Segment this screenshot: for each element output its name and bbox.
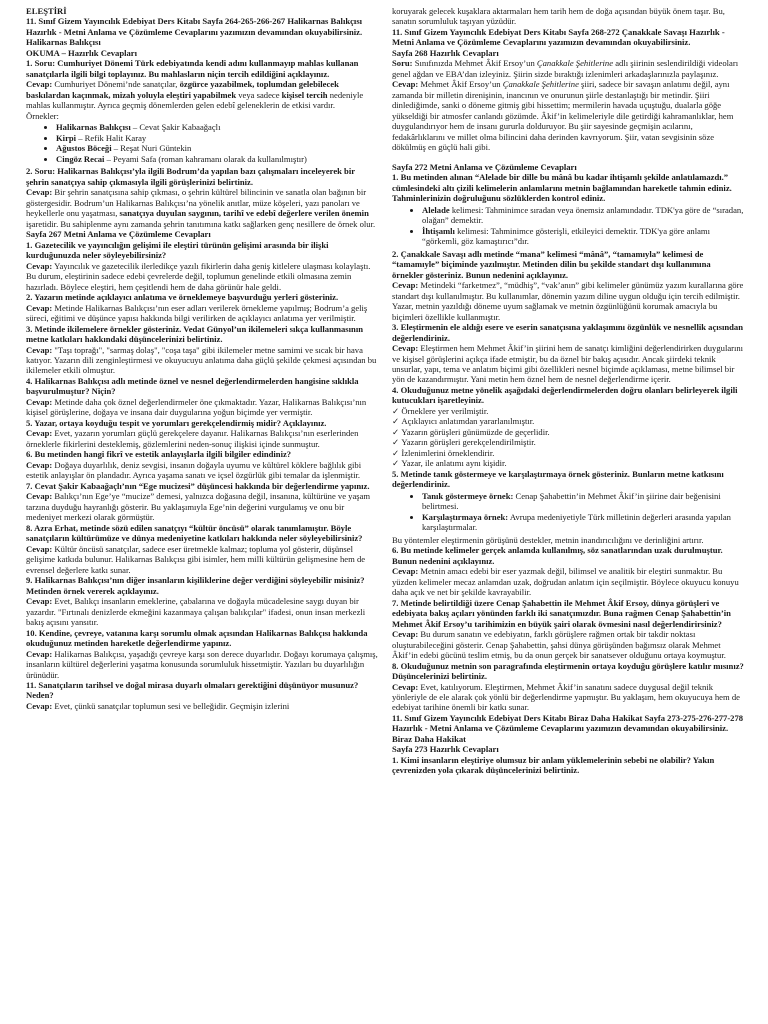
answer-text: Metinde daha çok öznel değerlendirmeler öne çıkmaktadır. Yazar, Halikarnas Balıkçısı’nın kişisel görüşlerine, doğaya ve insana dair duygularına yoğun biçimde yer vermiştir. — [26, 396, 367, 418]
answer-text: Evet, çünkü sanatçılar toplumun sesi ve belleğidir. Geçmişin izlerini — [52, 700, 290, 711]
qa-item — [26, 481, 378, 523]
answer-text: Metinde Halikarnas Balıkçısı’nın eser adları verilerek örnekleme yapılmış; Bodrum’a geliş süreci, eğitimi ve düşünce yapısı hakkında bilgi verilirken de açıklayıcı anlatıma yer verilmiştir. — [26, 302, 368, 324]
list-item-bold: Halikarnas Balıkçısı — [56, 122, 131, 133]
answer-text: Balıkçı’nın Ege’ye “mucize” demesi, yalnızca doğasına değil, insanına, kültürüne ve yaşam tarzına duyduğu hayranlığı gösterir. Bu yaklaşımıyla Ege’nin değerini vurgulamış ve onu bir medeniyet merkezi olarak görmüştür. — [26, 491, 371, 523]
list-item-text: – Reşat Nuri Güntekin — [111, 143, 192, 154]
answer — [26, 397, 378, 418]
qa-item — [26, 240, 378, 292]
question: 1. Soru: Cumhuriyet Dönemi Türk edebiyatında kendi adını kullanmayıp mahlas kullanan sanatçılarla ilgili bilgi toplayınız. Bu mahlasların niçin tercih edildiğini açıklayınız. — [26, 58, 359, 79]
answer-label: Cevap: — [26, 260, 53, 271]
mahlas-list — [26, 122, 378, 164]
qa-item — [26, 628, 378, 680]
list-item-bold: İhtişamlı — [422, 225, 455, 236]
answer-text: Cumhuriyet Dönemi’nde sanatçılar, — [52, 79, 180, 90]
list-item-text: – Cevat Şakir Kabaağaçlı — [130, 122, 221, 133]
answer-text: veya sadece — [236, 89, 282, 100]
answer-label: Cevap: — [26, 187, 53, 198]
question: 1. Bu metinden alınan “Alelade bir dille bu mânâ bu kadar ihtişamlı şekilde anlatılamazdı.” cümlesindeki altı çizili kelimelerin anlamlarını metnin bağlamından hareketle tahmin ediniz. Tahminlerinizin doğruluğunu sözlüklerden kontrol ediniz. — [392, 172, 732, 204]
subheading: Biraz Daha Hakikat — [392, 733, 467, 744]
list-item-text: – Peyami Safa (roman kahramanı olarak da kullanılmıştır) — [104, 153, 307, 164]
checklist-item: ✓ Yazarın görüşleri gerekçelendirilmiştir. — [392, 437, 744, 447]
question: 1. Kimi insanların eleştiriye olumsuz bir anlam yüklemelerinin sebebi ne olabilir? Yakın çevrenizden yola çıkarak düşüncelerinizi belirtiniz. — [392, 754, 715, 776]
answer — [26, 79, 378, 110]
subheading: Sayfa 267 Metni Anlama ve Çözümleme Cevapları — [26, 229, 211, 240]
right-column — [392, 6, 744, 1024]
question: 8. Okuduğunuz metnin son paragrafında eleştirmenin ortaya koyduğu görüşlere katılır mısınız? Düşüncelerinizi belirtiniz. — [392, 660, 744, 682]
answer-label: Cevap: — [26, 79, 53, 90]
left-column — [26, 6, 378, 1024]
list-item — [422, 512, 744, 533]
question: 4. Okuduğunuz metne yönelik aşağıdaki değerlendirmelerden doğru olanları belirleyerek ilgili kutucukları işaretleyiniz. — [392, 384, 738, 406]
qa-list — [26, 240, 378, 712]
answer-label: Cevap: — [392, 79, 419, 90]
subheading: Sayfa 272 Metni Anlama ve Çözümleme Cevapları — [392, 161, 577, 172]
answer — [26, 649, 378, 680]
question — [392, 58, 744, 79]
list-item-bold: Cingöz Recai — [56, 153, 105, 164]
list-item — [422, 491, 744, 512]
question-italic: Çanakkale Şehitlerine — [536, 58, 614, 69]
list-item-bold: Alelade — [422, 204, 450, 215]
answer-text: Metnin amacı edebi bir eser yazmak değil, bilimsel ve analitik bir eleştiri sunmaktır. Bu yüzden kelimeler mecaz anlamdan uzak, doğrudan anlatım için seçilmiştir. Böylece okuyucu konuyu daha açık ve net bir şekilde kavrayabilir. — [392, 566, 739, 598]
checklist-item: ✓ Açıklayıcı anlatımdan yararlanılmıştır. — [392, 416, 744, 426]
question: 1. Gazetecilik ve yayıncılığın gelişimi ile eleştiri türünün gelişimi arasında bir ilişki kurduğunuzda neler söyleyebilirsiniz? — [26, 239, 329, 261]
answer-label: Cevap: — [392, 280, 419, 291]
qa-item — [26, 376, 378, 418]
answer-bold: sanatçıya duyulan saygının, tarihî ve edebî değerlere verilen önemin — [119, 208, 369, 219]
list-item — [56, 143, 378, 153]
answer-text: Halikarnas Balıkçısı, yaşadığı çevreye karşı son derece duyarlıdır. Doğayı korumaya çalışmış, insanların kültürel değerlerini yaşatma konusunda sorumluluk hissetmiştir. Yazıları bu duyarlılığın ürünüdür. — [26, 648, 378, 680]
answer-label: Cevap: — [26, 700, 53, 711]
answer-text: Metindeki “farketmez”, “müdhiş”, “vak’anın” gibi kelimeler günümüz yazım kurallarına göre standart dışı kullanılmıştır. Bu kullanımlar, dönemin yazım diline uygun olduğu için tercih edilmiştir. Yazar, metnin yazıldığı döneme uyum sağlamak ve metnin özgünlüğünü korumak amacıyla bu biçimleri özellikle kullanmıştır. — [392, 280, 744, 322]
answer-label: Cevap: — [26, 459, 53, 470]
answer-text: nedeniyle mahlas kullanmıştır. Ayrıca geçmiş dönemlerden gelen edebî geleneklerin de etkisi vardır. — [26, 89, 364, 111]
answer-text: "Taşı toprağı", "sarmaş dolaş", "coşa taşa" gibi ikilemeler metne samimi ve sıcak bir hava katıyor. Yazarın dili zenginleştirmesi ve okuyucuyu anlatıma daha güçlü şekilde çekmesi açısından bu ikilemeler etkili olmuştur. — [26, 344, 377, 376]
answer-italic: Çanakkale Şehitlerine — [502, 79, 579, 90]
question: 3. Eleştirmenin ele aldığı esere ve eserin sanatçısına yaklaşımını özgünlük ve nesnellik açısından değerlendiriniz. — [392, 322, 744, 343]
qa-item — [26, 292, 378, 323]
list-item-text: kelimesi: Tahminimce sıradan veya önemsiz anlamındadır. TDK'ya göre de “sıradan, olağan” demektir. — [422, 204, 744, 226]
answer — [26, 345, 378, 376]
answer — [392, 280, 744, 322]
answer — [392, 79, 744, 152]
answer-label: Cevap: — [26, 596, 53, 607]
checklist-item: ✓ Yazar, ile anlatımı aynı kişidir. — [392, 458, 744, 468]
list-item-bold: Ağustos Böceği — [56, 143, 112, 154]
answer-text: Bu durum sanatın ve edebiyatın, farklı görüşlere rağmen ortak bir takdir noktası oluşturabileceğini gösterir. Cenap Şahabettin, şahsi dünya görüşünden bağımsız olarak Mehmet Âkif’in edebi gücünü teslim etmiş, bu da onun gerçek bir sanatsever olduğunu ortaya koymuştur. — [392, 629, 726, 661]
subheading: Halikarnas Balıkçısı — [26, 37, 101, 48]
question: 9. Halikarnas Balıkçısı’nın diğer insanların kişiliklerine değer verdiğini söyleyebilir misiniz? Metinden örnek vererek açıklayınız. — [26, 575, 365, 596]
answer-bold: özgürce yazabilmek, toplumdan gelebilecek baskılardan kaçınmak, mizah yoluyla eleştiri yapabilmek — [26, 79, 339, 100]
question-text: adlı şiirinin seslendirildiği videoları genel ağdan ve EBA’dan izleyiniz. Şiirin sizde bıraktığı izlenimleri arkadaşlarınızla paylaşınız. — [392, 58, 739, 79]
word-list — [392, 205, 744, 247]
answer-label: Cevap: — [26, 491, 53, 502]
answer — [26, 303, 378, 324]
answer — [26, 701, 378, 711]
qa-item — [26, 575, 378, 627]
question: 2. Soru: Halikarnas Balıkçısı’yla ilgili Bodrum’da yapılan bazı çalışmaları inceleyerek bir şehrin sanatçıya sahip çıkmasıyla ilgili görüşlerinizi belirtiniz. — [26, 166, 355, 187]
article-title: 11. Sınıf Gizem Yayıncılık Edebiyat Ders Kitabı Sayfa 264-265-266-267 Halikarnas Balıkçısı Hazırlık - Metni Anlama ve Çözümleme Cevaplarını yazımızın devamından okuyabilirsiniz. — [26, 16, 363, 37]
answer — [26, 261, 378, 292]
answer-text: Bir şehrin sanatçısına sahip çıkması, o şehrin kültürel bilincinin ve sanatla olan bağının bir göstergesidir. Bodrum’un Halikarnas Balıkçısı’na yönelik anıtlar, müze köşeleri, yazı panoları ve heykellerle onu yaşatması, — [26, 187, 367, 219]
answer-label: Cevap: — [26, 648, 53, 659]
question: 6. Bu metinden hangi fikrî ve estetik anlayışlarla ilgili bilgiler edindiniz? — [26, 449, 292, 460]
list-item — [422, 205, 744, 226]
subheading: Sayfa 273 Hazırlık Cevapları — [392, 744, 499, 755]
question-label: Soru: — [392, 58, 413, 69]
answer-text: şiiri, sadece bir savaşın anlatımı değil, aynı zamanda bir milletin direnişinin, inancının ve onurunun şiirle destanlaştığı bir metindir. Şiiri dinlediğimde, sanki o döneme gitmiş gibi hissettim; mermilerin havada uçuştuğu, dualarla göğe yükseldiği bir atmosfer canlandı gözümde. Âkif’in kelimeleriyle dile getirdiği kahramanlıklar, hem duygulandırıyor hem de insanı gururla dolduruyor. Bu şiir sayesinde geçmişin acılarını, fedakârlıklarını ve millet olma bilincini daha derinden kavrıyorum. Şiir, vatan sevgisinin söze dökülmüş en güçlü hali gibi. — [392, 79, 734, 153]
examples-label: Örnekler: — [26, 110, 59, 121]
list-item-bold: Karşılaştırmaya örnek: — [422, 511, 509, 522]
question: 2. Yazarın metinde açıklayıcı anlatıma ve örneklemeye başvurduğu yerleri gösteriniz. — [26, 292, 339, 303]
subheading: OKUMA – Hazırlık Cevapları — [26, 47, 137, 58]
subheading: Sayfa 268 Hazırlık Cevapları — [392, 47, 499, 58]
checklist-item: ✓ Örneklere yer verilmiştir. — [392, 406, 744, 416]
question: 7. Metinde belirtildiği üzere Cenap Şahabettin ile Mehmet Âkif Ersoy, dünya görüşleri ve edebiyata bakış açıları yönünden farklı iki sanatçımızdır. Buna rağmen Cenap Şahabettin’in Mehmet Âkif Ersoy’u tarihimizin en büyük şairi olarak övmesini nasıl değerlendirirsiniz? — [392, 597, 731, 629]
checklist-item: ✓ İzlenimlerini örneklendirir. — [392, 448, 744, 458]
spacer — [392, 153, 744, 162]
question: 10. Kendine, çevreye, vatanına karşı sorumlu olmak açısından Halikarnas Balıkçısı hakkında okuduğunuz metinden hareketle değerlendirme yapınız. — [26, 627, 368, 649]
paragraph: Bu yöntemler eleştirmenin görüşünü destekler, metnin inandırıcılığını ve derinliğini artırır. — [392, 534, 704, 545]
question: 5. Yazar, ortaya koyduğu tespit ve yorumları gerekçelendirmiş midir? Açıklayınız. — [26, 417, 327, 428]
question: 11. Sanatçıların tarihsel ve doğal mirasa duyarlı olmaları gerektiğini düşünüyor musunuz? Neden? — [26, 680, 359, 701]
article-title: 11. Sınıf Gizem Yayıncılık Edebiyat Ders Kitabı Sayfa 268-272 Çanakkale Savaşı Hazırlık - Metni Anlama ve Çözümleme Cevaplarını yazımızın devamından okuyabilirsiniz. — [392, 26, 725, 48]
list-item-text: kelimesi: Tahminimce gösterişli, etkileyici demektir. TDK'ya göre anlamı “görkemli, göz kamaştırıcı”dır. — [422, 225, 710, 247]
qa-item — [26, 449, 378, 480]
qa-item — [26, 324, 378, 376]
list-item — [422, 226, 744, 247]
question: 8. Azra Erhat, metinde sözü edilen sanatçıyı “kültür öncüsü” olarak tanımlamıştır. Böyle sanatçıların kültürümüze ve dünya medeniyetine katkıları hakkında neler söyleyebilirsiniz? — [26, 522, 363, 544]
answer — [392, 629, 744, 660]
answer-text: Yayıncılık ve gazetecilik ilerledikçe yazılı fikirlerin daha geniş kitlelere ulaşması kolaylaştı. Bu durum, eleştirinin sadece edebi çevrelerde değil, toplumun genelinde etkili olmasına zemin hazırladı. Böylece eleştiri, hem çeşitlendi hem de daha görünür hale geldi. — [26, 260, 371, 292]
answer — [26, 491, 378, 522]
list-item-bold: Kirpi — [56, 132, 77, 143]
list-item-text: Cenap Şahabettin’in Mehmet Âkif’in şiirine dair beğenisini belirtmesi. — [422, 490, 721, 512]
answer-text: Evet, katılıyorum. Eleştirmen, Mehmet Âkif’in sanatını sadece duygusal değil teknik yönleriyle de ele alarak çok yönlü bir değerlendirme yapmıştır. Bu yaklaşım, hem okuyucuya hem de edebiyat tarihine önemli bir katkı sunar. — [392, 681, 740, 713]
question: 7. Cevat Şakir Kabaağaçlı’nın “Ege mucizesi” düşüncesi hakkında bir değerlendirme yapınız. — [26, 480, 370, 491]
answer-text: Kültür öncüsü sanatçılar, sadece eser üretmekle kalmaz; topluma yol gösterir, düşünsel gelişime katkıda bulunur. Halikarnas Balıkçısı gibi isimler, hem milli kültürün gelişmesine hem de evrensel değerlere katkı sunar. — [26, 543, 366, 575]
answer — [392, 682, 744, 713]
example-list — [392, 491, 744, 533]
answer — [26, 428, 378, 449]
list-item — [56, 133, 378, 143]
question: 6. Bu metinde kelimeler gerçek anlamda kullanılmış, söz sanatlarından uzak durulmuştur. Bunun nedenini açıklayınız. — [392, 545, 723, 566]
qa-item — [26, 680, 378, 711]
checklist-item: ✓ Yazarın görüşleri günümüzde de geçerlidir. — [392, 427, 744, 437]
answer — [392, 343, 744, 385]
answer-bold: kişisel tercih — [281, 89, 328, 100]
question-text: Sınıfınızda Mehmet Âkif Ersoy’un — [412, 58, 537, 69]
answer-label: Cevap: — [26, 428, 53, 439]
answer-text: Mehmet Âkif Ersoy’un — [418, 79, 503, 90]
answer-text: Evet, Balıkçı insanların emeklerine, çabalarına ve doğayla mücadelesine saygı duyan bir yazardır. "Fırtınalı denizlerde ekmeğini kazanmaya çalışan balıkçılar" ifadesi, onun insan merkezli bakış açısını yansıtır. — [26, 596, 366, 628]
answer-label: Cevap: — [26, 543, 53, 554]
list-item-text: – Refik Halit Karay — [76, 132, 147, 143]
answer — [392, 566, 744, 597]
answer-label: Cevap: — [392, 343, 419, 354]
answer-text: Eleştirmen hem Mehmet Âkif’in şiirini hem de sanatçı kimliğini değerlendirirken duygularını ve kişisel görüşlerini açıkça ifade etmiştir, bu da öznel bir bakış açısıdır. Ancak şiirdeki teknik unsurlar, yapı, tema ve anlatım biçimi gibi özellikleri nesnel biçimde açıklaması, metne bilimsel bir yön de kazandırmıştır. Yani metin hem öznel hem de nesnel değerlendirme içerir. — [392, 343, 744, 385]
question: 2. Çanakkale Savaşı adlı metinde “mana” kelimesi “mânâ”, “tamamıyla” kelimesi de “tamamıyle” biçiminde yazılmıştır. Metinden dilin bu şekilde standart dışı kullanımına örnekler gösteriniz. Bunun nedenini açıklayınız. — [392, 248, 711, 280]
answer — [26, 596, 378, 627]
qa-item — [26, 523, 378, 575]
paragraph: koruyarak gelecek kuşaklara aktarmaları hem tarih hem de doğa açısından büyük önem taşır. Bu, sanatın sorumluluk taşıyan yüzüdür. — [392, 6, 725, 27]
answer — [26, 460, 378, 481]
list-item-text: Avrupa medeniyetiyle Türk milletinin değerleri arasında yapılan karşılaştırmalar. — [422, 511, 731, 533]
list-item — [56, 154, 378, 164]
answer-label: Cevap: — [26, 344, 53, 355]
question: 4. Halikarnas Balıkçısı adlı metinde öznel ve nesnel değerlendirmelerden hangisine sıklıkla başvurulmuştur? Niçin? — [26, 375, 359, 397]
answer — [26, 187, 378, 229]
checklist — [392, 406, 744, 469]
answer-label: Cevap: — [26, 396, 53, 407]
qa-item — [26, 418, 378, 449]
list-item-bold: Tanık göstermeye örnek: — [422, 490, 514, 501]
answer-text: Doğaya duyarlılık, deniz sevgisi, insanın doğayla uyumu ve kültürel köklere bağlılık gibi estetik anlayışlar ön plandadır. Ayrıca yaşama sanatı ve içsel özgürlük gibi temalar da işlenmiştir. — [26, 459, 362, 481]
article-title: 11. Sınıf Gizem Yayıncılık Edebiyat Ders Kitabı Biraz Daha Hakikat Sayfa 273-275-276-277-278 Hazırlık - Metni Anlama ve Çözümleme Cevaplarını yazımızın devamından okuyabilirsiniz. — [392, 712, 744, 734]
answer-label: Cevap: — [26, 302, 53, 313]
answer-text: Evet, yazarın yorumları güçlü gerekçelere dayanır. Halikarnas Balıkçısı’nın eserlerinden örneklerle fikirlerini desteklemiş, gözlemlerini neden-sonuç ilişkisi içinde sunmuştur. — [26, 428, 359, 449]
question: 5. Metinde tanık göstermeye ve karşılaştırmaya örnek gösteriniz. Bunların metne katkısını değerlendiriniz. — [392, 468, 724, 490]
list-item — [56, 122, 378, 132]
section-heading: ELEŞTİRİ — [26, 6, 67, 16]
answer-label: Cevap: — [392, 629, 419, 640]
answer-label: Cevap: — [392, 681, 419, 692]
answer-text: işaretidir. Bu sahiplenme aynı zamanda şehrin tanıtımına katkı sağlarken genç nesillere de örnek olur. — [26, 218, 376, 229]
answer — [26, 544, 378, 575]
question: 3. Metinde ikilemelere örnekler gösteriniz. Vedat Günyol’un ikilemeleri sıkça kullanmasının metne katkıları hakkındaki düşüncelerinizi belirtiniz. — [26, 323, 363, 345]
answer-label: Cevap: — [392, 566, 419, 577]
